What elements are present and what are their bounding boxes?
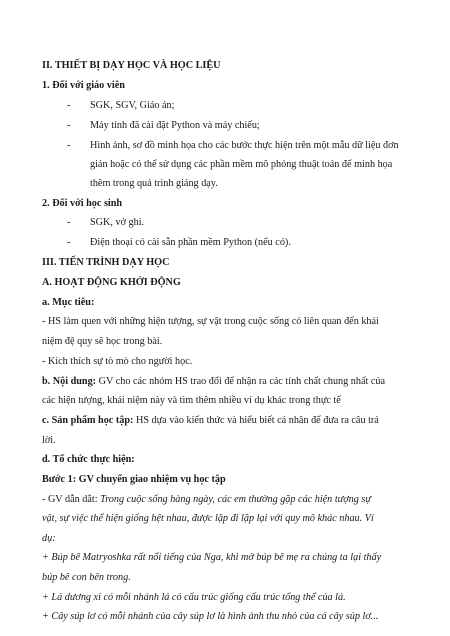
list-item-continued: thêm trong quá trình giảng dạy. xyxy=(90,178,218,189)
subheading-teacher: 1. Đối với giáo viên xyxy=(42,80,125,91)
step1-heading: Bước 1: GV chuyển giao nhiệm vụ học tập xyxy=(42,474,226,485)
lead-text: Trong cuộc sống hàng ngày, các em thường gặp các hiện tượng sự xyxy=(100,494,371,505)
content-text: GV cho các nhóm HS trao đổi để nhận ra các tính chất chung nhất của xyxy=(96,376,386,387)
subheading-student: 2. Đối với học sinh xyxy=(42,198,123,209)
organization-heading: d. Tổ chức thực hiện: xyxy=(42,454,135,465)
lead-paragraph xyxy=(42,492,371,507)
product-label: c. Sản phẩm học tập: xyxy=(42,415,134,426)
example-line: + Lá dương xỉ có mỗi nhánh lá có cấu trúc giống cấu trúc tổng thể của lá. xyxy=(42,592,346,603)
list-bullet: - xyxy=(67,217,71,228)
list-bullet: - xyxy=(67,100,71,111)
section-heading-equipment: II. THIẾT BỊ DẠY HỌC VÀ HỌC LIỆU xyxy=(42,60,221,71)
list-bullet: - xyxy=(67,140,71,151)
content-paragraph xyxy=(42,374,385,389)
goal-heading: a. Mục tiêu: xyxy=(42,297,95,308)
list-item: SGK, vở ghi. xyxy=(90,217,145,228)
example-line: + Cây súp lơ có mỗi nhánh của cây súp lơ là hình ảnh thu nhỏ của cả cây súp lơ... xyxy=(42,611,379,622)
paragraph-line: - HS làm quen với những hiện tượng, sự vật trong cuộc sống có liên quan đến khái xyxy=(42,316,379,327)
paragraph-line: niệm đệ quy sẽ học trong bài. xyxy=(42,336,163,347)
product-text: HS dựa vào kiến thức và hiểu biết cá nhân để đưa ra câu trả xyxy=(133,415,379,426)
paragraph-line: các hiện tượng, khái niệm này và tìm thêm nhiều ví dụ khác trong thực tế xyxy=(42,395,341,406)
list-item-continued: giản hoặc có thể sử dụng các phần mềm mô phỏng thuật toán để minh họa xyxy=(90,159,393,170)
paragraph-line: - Kích thích sự tò mò cho người học. xyxy=(42,356,193,367)
content-label: b. Nội dung: xyxy=(42,376,97,387)
lead-prefix: - GV dẫn dắt: xyxy=(42,494,101,505)
paragraph-line: dụ: xyxy=(42,533,56,544)
list-item: Hình ảnh, sơ đồ minh họa cho các bước thực hiện trên một mẫu dữ liệu đơn xyxy=(90,140,399,151)
list-bullet: - xyxy=(67,120,71,131)
section-heading-process: III. TIẾN TRÌNH DẠY HỌC xyxy=(42,257,170,268)
product-paragraph xyxy=(42,413,379,428)
list-item: SGK, SGV, Giáo án; xyxy=(90,100,175,111)
paragraph-line: vật, sự việc thể hiện giống hệt nhau, được lặp đi lặp lại với quy mô khác nhau. Ví xyxy=(42,513,374,524)
paragraph-line: lời. xyxy=(42,435,56,446)
list-item: Điện thoại có cài sẵn phần mềm Python (nếu có). xyxy=(90,237,291,248)
list-item: Máy tính đã cài đặt Python và máy chiếu; xyxy=(90,120,260,131)
example-line: + Búp bê Matryoshka rất nổi tiếng của Nga, khi mở búp bê mẹ ra chúng ta lại thấy xyxy=(42,552,382,563)
list-bullet: - xyxy=(67,237,71,248)
activity-heading: A. HOẠT ĐỘNG KHỞI ĐỘNG xyxy=(42,277,181,288)
example-line: búp bê con bên trong. xyxy=(42,572,131,583)
